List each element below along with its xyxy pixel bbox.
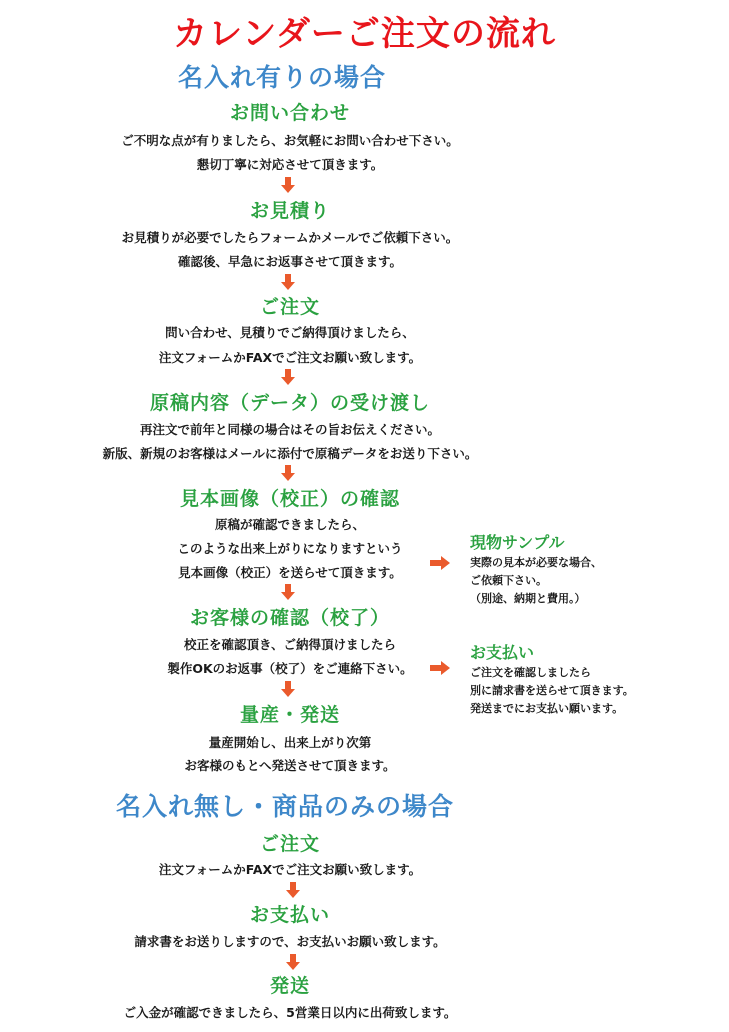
- section-heading-with-name: 名入れ有りの場合: [178, 63, 387, 92]
- step-desc-line: ご不明な点が有りましたら、お気軽にお問い合わせ下さい。: [121, 133, 459, 148]
- step-desc-line: 製作OKのお返事（校了）をご連絡下さい。: [167, 661, 413, 676]
- arrow-down-icon: [281, 177, 295, 193]
- step-desc-line: お見積りが必要でしたらフォームかメールでご依頼下さい。: [121, 230, 459, 245]
- step-desc-line: 確認後、早急にお返事させて頂きます。: [177, 254, 402, 269]
- step-desc-line: お客様のもとへ発送させて頂きます。: [184, 758, 396, 773]
- side-note-line: ご注文を確認しましたら: [470, 666, 591, 679]
- step-title-customer-approval: お客様の確認（校了）: [189, 607, 390, 629]
- step-title-estimate: お見積り: [249, 200, 330, 222]
- step-desc-line: 注文フォームかFAXでご注文お願い致します。: [158, 862, 422, 877]
- step-desc-line: 見本画像（校正）を送らせて頂きます。: [178, 565, 402, 580]
- section-heading-without-name: 名入れ無し・商品のみの場合: [116, 792, 455, 821]
- step-title-proof-check: 見本画像（校正）の確認: [179, 488, 400, 510]
- step-desc-line: 請求書をお送りしますので、お支払いお願い致します。: [134, 934, 446, 949]
- page-title: カレンダーご注文の流れ: [173, 14, 556, 54]
- step-desc-line: 注文フォームかFAXでご注文お願い致します。: [158, 350, 422, 365]
- side-note-line: 別に請求書を送らせて頂きます。: [470, 684, 634, 697]
- arrow-down-icon: [281, 369, 295, 385]
- step-desc-line: 校正を確認頂き、ご納得頂けましたら: [183, 637, 396, 652]
- step-desc-line: 問い合わせ、見積りでご納得頂けましたら、: [165, 325, 415, 340]
- arrow-down-icon: [286, 882, 300, 898]
- arrow-right-icon: [430, 661, 450, 675]
- arrow-right-icon: [430, 556, 450, 570]
- side-note-title-sample: 現物サンプル: [470, 533, 565, 552]
- side-note-line: 発送までにお支払い願います。: [470, 702, 624, 715]
- step-title-payment: お支払い: [249, 904, 330, 926]
- arrow-down-icon: [281, 584, 295, 600]
- step-desc-line: 再注文で前年と同様の場合はその旨お伝えください。: [139, 422, 440, 437]
- step-desc-line: ご入金が確認できましたら、5営業日以内に出荷致します。: [123, 1005, 457, 1020]
- step-title-inquiry: お問い合わせ: [229, 102, 350, 124]
- side-note-line: （別途、納期と費用。）: [470, 592, 586, 605]
- arrow-down-icon: [286, 954, 300, 970]
- step-desc-line: 原稿が確認できましたら、: [214, 517, 365, 532]
- side-note-line: ご依頼下さい。: [470, 574, 547, 587]
- step-desc-line: 量産開始し、出来上がり次第: [208, 735, 372, 750]
- step-desc-line: このような出来上がりになりますという: [177, 541, 403, 556]
- side-note-title-payment: お支払い: [470, 643, 535, 662]
- arrow-down-icon: [281, 681, 295, 697]
- step-title-data-handover: 原稿内容（データ）の受け渡し: [149, 392, 430, 414]
- step-title-mass-production-shipping: 量産・発送: [239, 704, 340, 726]
- step-desc-line: 新版、新規のお客様はメールに添付で原稿データをお送り下さい。: [102, 446, 478, 461]
- arrow-down-icon: [281, 465, 295, 481]
- step-title-shipping: 発送: [269, 975, 310, 997]
- side-note-line: 実際の見本が必要な場合、: [470, 556, 602, 569]
- step-title-order: ご注文: [259, 833, 320, 855]
- step-desc-line: 懇切丁寧に対応させて頂きます。: [196, 157, 384, 172]
- arrow-down-icon: [281, 274, 295, 290]
- step-title-order: ご注文: [259, 296, 320, 318]
